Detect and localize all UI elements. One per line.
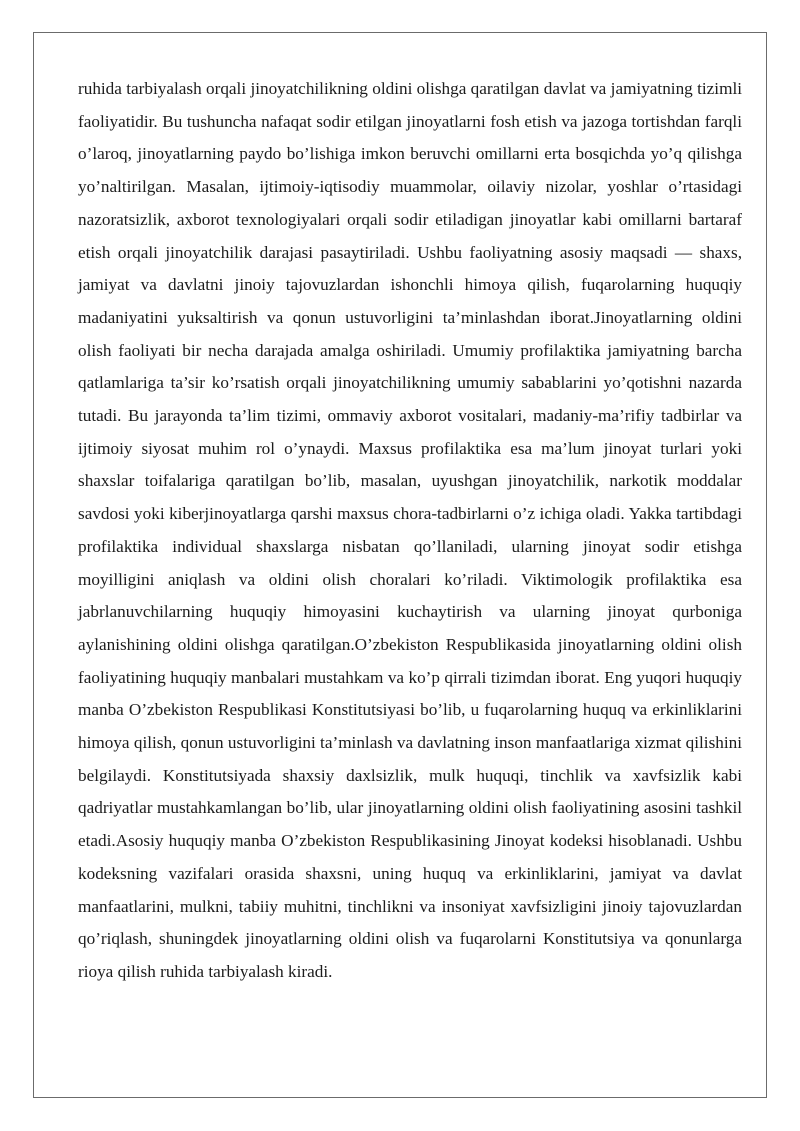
body-paragraph: ruhida tarbiyalash orqali jinoyatchilikning oldini olishga qaratilgan davlat va jamiyatning tizimli faoliyatidir. Bu tushuncha nafaqat sodir etilgan jinoyatlarni fosh etish va jazoga tortishdan farqli o’laroq, jinoyatlarning paydo bo’lishiga imkon beruvchi omillarni erta bosqichda yo’q qilishga yo’naltirilgan. Masalan, ijtimoiy-iqtisodiy muammolar, oilaviy nizolar, yoshlar o’rtasidagi nazoratsizlik, axborot texnologiyalari orqali sodir etiladigan jinoyatlar kabi omillarni bartaraf etish orqali jinoyatchilik darajasi pasaytiriladi. Ushbu faoliyatning asosiy maqsadi — shaxs, jamiyat va davlatni jinoiy tajovuzlardan ishonchli himoya qilish, fuqarolarning huquqiy madaniyatini yuksaltirish va qonun ustuvorligini ta’minlashdan iborat.Jinoyatlarning oldini olish faoliyati bir necha darajada amalga oshiriladi. Umumiy profilaktika jamiyatning barcha qatlamlariga ta’sir ko’rsatish orqali jinoyatchilikning umumiy sabablarini yo’qotishni nazarda tutadi. Bu jarayonda ta’lim tizimi, ommaviy axborot vositalari, madaniy-ma’rifiy tadbirlar va ijtimoiy siyosat muhim rol o’ynaydi. Maxsus profilaktika esa ma’lum jinoyat turlari yoki shaxslar toifalariga qaratilgan bo’lib, masalan, uyushgan jinoyatchilik, narkotik moddalar savdosi yoki kiberjinoyatlarga qarshi maxsus chora-tadbirlarni o’z ichiga oladi. Yakka tartibdagi profilaktika individual shaxslarga nisbatan qo’llaniladi, ularning jinoyat sodir etishga moyilligini aniqlash va oldini olish choralari ko’riladi. Viktimologik profilaktika esa jabrlanuvchilarning huquqiy himoyasini kuchaytirish va ularning jinoyat qurboniga aylanishining oldini olishga qaratilgan.O’zbekiston Respublikasida jinoyatlarning oldini olish faoliyatining huquqiy manbalari mustahkam va ko’p qirrali tizimdan iborat. Eng yuqori huquqiy manba O’zbekiston Respublikasi Konstitutsiyasi bo’lib, u fuqarolarning huquq va erkinliklarini himoya qilish, qonun ustuvorligini ta’minlash va davlatning inson manfaatlariga xizmat qilishini belgilaydi. Konstitutsiyada shaxsiy daxlsizlik, mulk huquqi, tinchlik va xavfsizlik kabi qadriyatlar mustahkamlangan bo’lib, ular jinoyatlarning oldini olish faoliyatining asosini tashkil etadi.Asosiy huquqiy manba O’zbekiston Respublikasining Jinoyat kodeksi hisoblanadi. Ushbu kodeksning vazifalari orasida shaxsni, uning huquq va erkinliklarini, jamiyat va davlat manfaatlarini, mulkni, tabiiy muhitni, tinchlikni va insoniyat xavfsizligini jinoiy tajovuzlardan qo’riqlash, shuningdek jinoyatlarning oldini olish va fuqarolarni Konstitutsiya va qonunlarga rioya qilish ruhida tarbiyalash kiradi.	[78, 79, 743, 981]
